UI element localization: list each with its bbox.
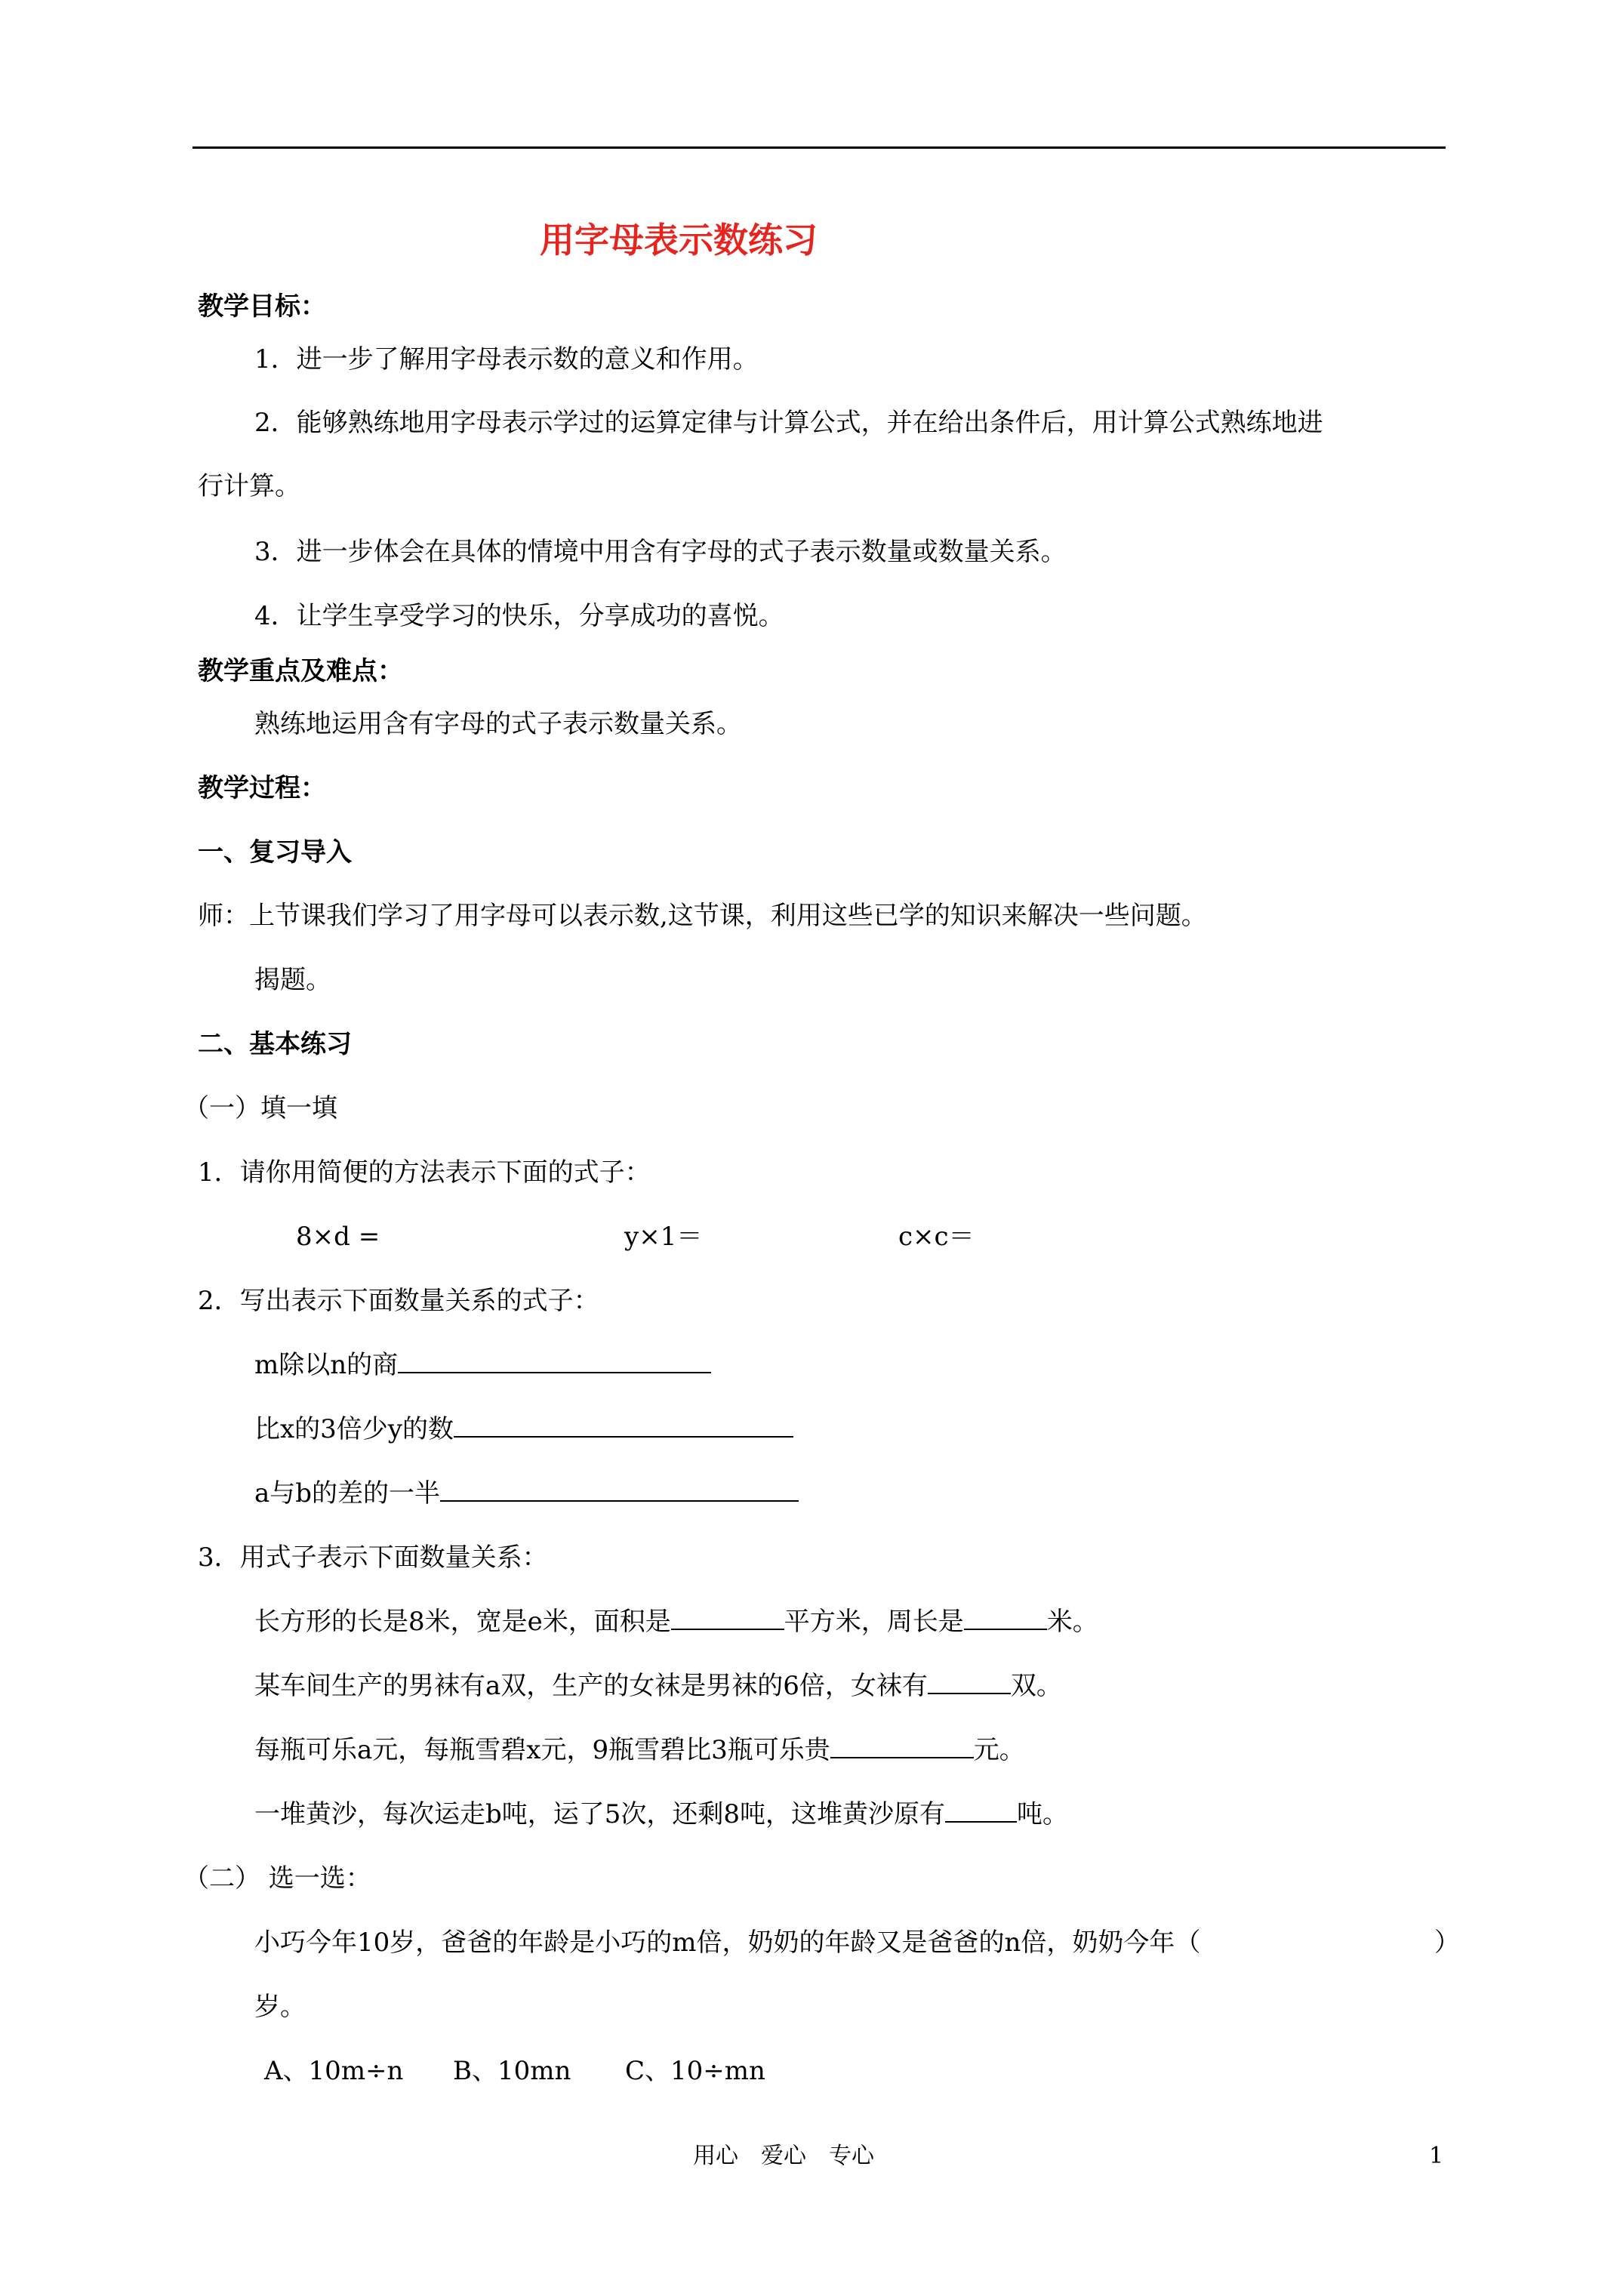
objective-item-2-line2: 行计算。 (198, 471, 300, 501)
q3-item-d-part2: 吨。 (1017, 1799, 1069, 1829)
q3-area-blank (671, 1606, 784, 1630)
q2-item-c-blank (440, 1478, 799, 1502)
process-heading: 教学过程： (198, 773, 326, 803)
subsection-choice-heading: （二） 选一选： (183, 1863, 371, 1894)
q2-item-b-blank (454, 1413, 793, 1438)
section-review-heading: 一、复习导入 (198, 837, 352, 868)
objectives-heading: 教学目标： (198, 291, 326, 322)
q3-price-blank (830, 1734, 974, 1758)
q2-item-c (254, 1478, 799, 1509)
section-practice-heading: 二、基本练习 (198, 1029, 352, 1059)
q3-item-c-part2: 元。 (973, 1735, 1025, 1765)
q3-item-a-part1: 长方形的长是8米，宽是e米，面积是 (254, 1607, 671, 1637)
question-1: 1．请你用简便的方法表示下面的式子： (198, 1157, 651, 1188)
key-points-text: 熟练地运用含有字母的式子表示数量关系。 (254, 709, 742, 739)
option-c: C、10÷mn (625, 2056, 765, 2086)
q3-item-b-part1: 某车间生产的男袜有a双，生产的女袜是男袜的6倍，女袜有 (254, 1671, 928, 1701)
objective-item-1: 1．进一步了解用字母表示数的意义和作用。 (254, 344, 759, 374)
q3-socks-blank (928, 1670, 1011, 1694)
choice-question-line2: 岁。 (254, 1992, 306, 2022)
q3-sand-blank (945, 1798, 1017, 1823)
q2-item-a-text: m除以n的商 (254, 1350, 399, 1380)
question-2: 2．写出表示下面数量关系的式子： (198, 1286, 599, 1316)
q3-item-d (254, 1798, 1068, 1830)
q2-item-a (254, 1349, 711, 1381)
teacher-intro: 师：上节课我们学习了用字母可以表示数,这节课，利用这些已学的知识来解决一些问题。 (198, 901, 1207, 931)
option-b: B、10mn (453, 2056, 571, 2086)
question-3: 3．用式子表示下面数量关系： (198, 1542, 548, 1573)
q3-item-c-part1: 每瓶可乐a元，每瓶雪碧x元，9瓶雪碧比3瓶可乐贵 (254, 1735, 830, 1765)
q3-item-a-part2: 平方米，周长是 (784, 1607, 964, 1637)
q3-perimeter-blank (964, 1606, 1047, 1630)
q3-item-d-part1: 一堆黄沙，每次运走b吨，运了5次，还剩8吨，这堆黄沙原有 (254, 1799, 946, 1829)
reveal-topic: 揭题。 (254, 965, 331, 995)
choice-question-paren: ） (1434, 1928, 1460, 1958)
q2-item-a-blank (398, 1349, 711, 1373)
footer-motto: 用心 爱心 专心 (693, 2143, 874, 2169)
objective-item-4: 4．让学生享受学习的快乐，分享成功的喜悦。 (254, 601, 784, 631)
page-number: 1 (1429, 2143, 1444, 2169)
q2-item-b-text: 比x的3倍少y的数 (254, 1414, 454, 1444)
q3-item-c (254, 1734, 1025, 1766)
q2-item-c-text: a与b的差的一半 (254, 1478, 441, 1509)
expr-8xd: 8×d = (296, 1222, 380, 1252)
q3-item-a-part3: 米。 (1046, 1607, 1098, 1637)
key-points-heading: 教学重点及难点： (198, 656, 403, 686)
q3-item-b (254, 1670, 1062, 1702)
objective-item-3: 3．进一步体会在具体的情境中用含有字母的式子表示数量或数量关系。 (254, 537, 1067, 567)
subsection-fill-heading: （一）填一填 (183, 1093, 337, 1123)
page-title: 用字母表示数练习 (540, 220, 818, 260)
expr-yx1: y×1＝ (624, 1222, 703, 1252)
objective-item-2-line1: 2．能够熟练地用字母表示学过的运算定律与计算公式，并在给出条件后，用计算公式熟练地进 (254, 408, 1323, 438)
choice-question-line1: 小巧今年10岁，爸爸的年龄是小巧的m倍，奶奶的年龄又是爸爸的n倍，奶奶今年（ (254, 1928, 1201, 1958)
q3-item-b-part2: 双。 (1010, 1671, 1062, 1701)
header-rule (192, 146, 1446, 149)
option-a: A、10m÷n (264, 2056, 404, 2086)
q2-item-b (254, 1413, 793, 1445)
expr-cxc: c×c＝ (898, 1222, 975, 1252)
q3-item-a (254, 1606, 1098, 1638)
